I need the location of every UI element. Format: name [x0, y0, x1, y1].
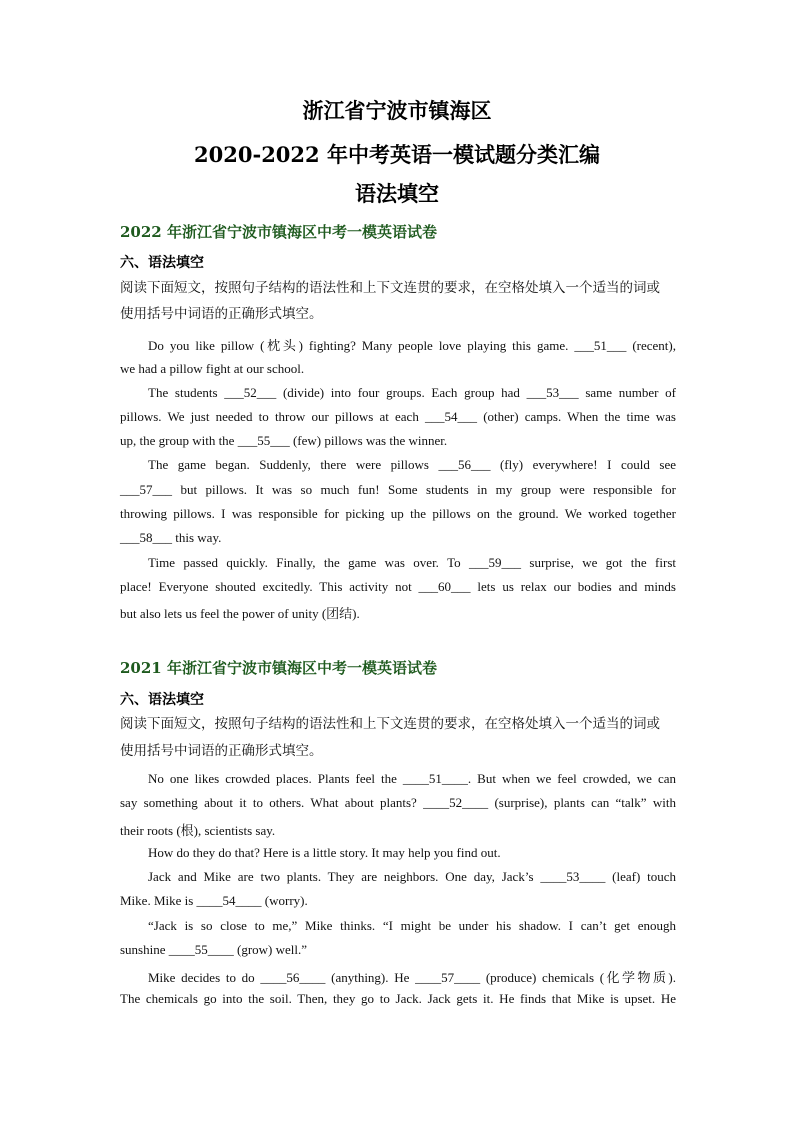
passage-line: pillows. We just needed to throw our pillows at each ___54___ (other) camps. When the time was: [120, 409, 676, 424]
document-title-topic: 语法填空: [355, 181, 439, 206]
passage-line: we had a pillow fight at our school.: [120, 361, 305, 376]
passage-line: throwing pillows. I was responsible for picking up the pillows on the ground. We worked together: [120, 506, 676, 521]
instruction-text: 使用括号中词语的正确形式填空。: [120, 743, 323, 759]
passage-line: Mike decides to do ____56____ (anything). He ____57____ (produce) chemicals (化学物质).: [148, 970, 676, 985]
instruction-text: 阅读下面短文，按照句子结构的语法性和上下文连贯的要求，在空格处填入一个适当的词或: [120, 716, 660, 732]
passage-line: How do they do that? Here is a little story. It may help you find out.: [148, 845, 501, 860]
passage-line: No one likes crowded places. Plants feel the ____51____. But when we feel crowded, we can: [148, 771, 676, 786]
passage-line: “Jack is so close to me,” Mike thinks. “I might be under his shadow. I can’t get enough: [148, 918, 676, 933]
passage-line: Do you like pillow (枕头) fighting? Many people love playing this game. ___51___ (recent),: [148, 338, 676, 353]
passage-line: their roots (根), scientists say.: [120, 823, 276, 838]
passage-line: ___58___ this way.: [120, 530, 222, 545]
passage-line: but also lets us feel the power of unity (团结).: [120, 606, 360, 621]
section-subheading: 六、语法填空: [120, 255, 204, 271]
passage-line: say something about it to others. What about plants? ____52____ (surprise), plants can “talk” with: [120, 795, 676, 810]
passage-line: place! Everyone shouted excitedly. This activity not ___60___ lets us relax our bodies and minds: [120, 579, 676, 594]
passage-line: The game began. Suddenly, there were pillows ___56___ (fly) everywhere! I could see: [148, 457, 676, 472]
instruction-text: 阅读下面短文，按照句子结构的语法性和上下文连贯的要求，在空格处填入一个适当的词或: [120, 280, 660, 296]
passage-line: Time passed quickly. Finally, the game was over. To ___59___ surprise, we got the first: [148, 555, 676, 570]
passage-line: Jack and Mike are two plants. They are neighbors. One day, Jack’s ____53____ (leaf) touch: [148, 869, 676, 884]
passage-line: sunshine ____55____ (grow) well.”: [120, 942, 308, 957]
passage-line: ___57___ but pillows. It was so much fun! Some students in my group were responsible for: [120, 482, 676, 497]
passage-line: Mike. Mike is ____54____ (worry).: [120, 893, 308, 908]
passage-line: The students ___52___ (divide) into four groups. Each group had ___53___ same number of: [148, 385, 676, 400]
section-subheading: 六、语法填空: [120, 692, 204, 708]
instruction-text: 使用括号中词语的正确形式填空。: [120, 306, 323, 322]
passage-line: The chemicals go into the soil. Then, they go to Jack. Jack gets it. He finds that Mike is upset. He: [120, 991, 676, 1006]
section-heading-2021: 2021 年浙江省宁波市镇海区中考一模英语试卷: [120, 659, 437, 677]
section-heading-2022: 2022 年浙江省宁波市镇海区中考一模英语试卷: [120, 223, 437, 241]
document-title-years: 2020-2022 年中考英语一模试题分类汇编: [194, 142, 600, 167]
passage-line: up, the group with the ___55___ (few) pillows was the winner.: [120, 433, 448, 448]
document-title-region: 浙江省宁波市镇海区: [302, 98, 492, 123]
